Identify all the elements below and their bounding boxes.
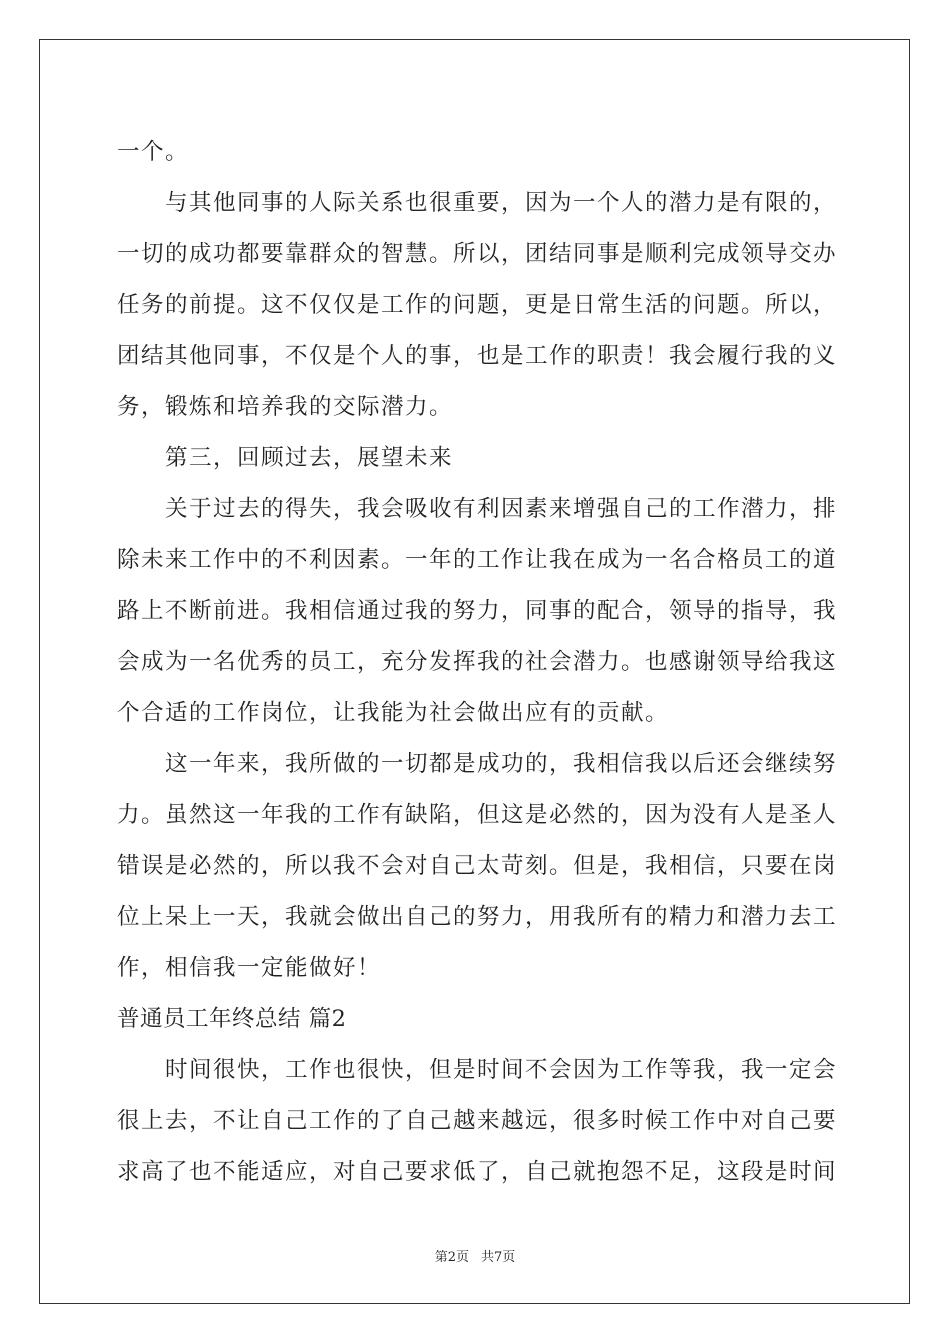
text-line: 一个。 [117, 139, 190, 165]
text-line: 团结其他同事，不仅是个人的事，也是工作的职责！我会履行我的义 [117, 343, 838, 369]
text-line: 这一年来，我所做的一切都是成功的，我相信我以后还会继续努 [165, 751, 838, 777]
text-line: 务，锻炼和培养我的交际潜力。 [117, 394, 454, 420]
text-line: 很上去，不让自己工作的了自己越来越远，很多时候工作中对自己要 [117, 1108, 838, 1134]
text-line: 位上呆上一天，我就会做出自己的努力，用我所有的精力和潜力去工 [117, 904, 838, 930]
text-line: 关于过去的得失，我会吸收有利因素来增强自己的工作潜力，排 [165, 496, 838, 522]
text-line: 个合适的工作岗位，让我能为社会做出应有的贡献。 [117, 700, 670, 726]
page-footer [0, 1246, 950, 1265]
text-line: 错误是必然的，所以我不会对自己太苛刻。但是，我相信，只要在岗 [117, 853, 838, 879]
document-body [117, 127, 837, 1198]
text-line: 求高了也不能适应，对自己要求低了，自己就抱怨不足，这段是时间 [117, 1159, 838, 1185]
text-line: 时间很快，工作也很快，但是时间不会因为工作等我，我一定会 [165, 1057, 838, 1083]
text-line: 任务的前提。这不仅仅是工作的问题，更是日常生活的问题。所以， [117, 292, 838, 318]
text-line: 除未来工作中的不利因素。一年的工作让我在成为一名合格员工的道 [117, 547, 838, 573]
page-total: 共7页 [481, 1250, 516, 1265]
page-number: 第2页 [434, 1250, 469, 1265]
section-heading: 普通员工年终总结 篇2 [117, 1006, 347, 1032]
text-line: 作，相信我一定能做好！ [117, 955, 382, 981]
text-line: 会成为一名优秀的员工，充分发挥我的社会潜力。也感谢领导给我这 [117, 649, 838, 675]
text-line: 力。虽然这一年我的工作有缺陷，但这是必然的，因为没有人是圣人 [117, 802, 838, 828]
text-line: 一切的成功都要靠群众的智慧。所以，团结同事是顺利完成领导交办 [117, 241, 838, 267]
section-subheading: 第三，回顾过去，展望未来 [165, 445, 454, 471]
text-line: 与其他同事的人际关系也很重要，因为一个人的潜力是有限的， [165, 190, 838, 216]
text-line: 路上不断前进。我相信通过我的努力，同事的配合，领导的指导，我 [117, 598, 838, 624]
